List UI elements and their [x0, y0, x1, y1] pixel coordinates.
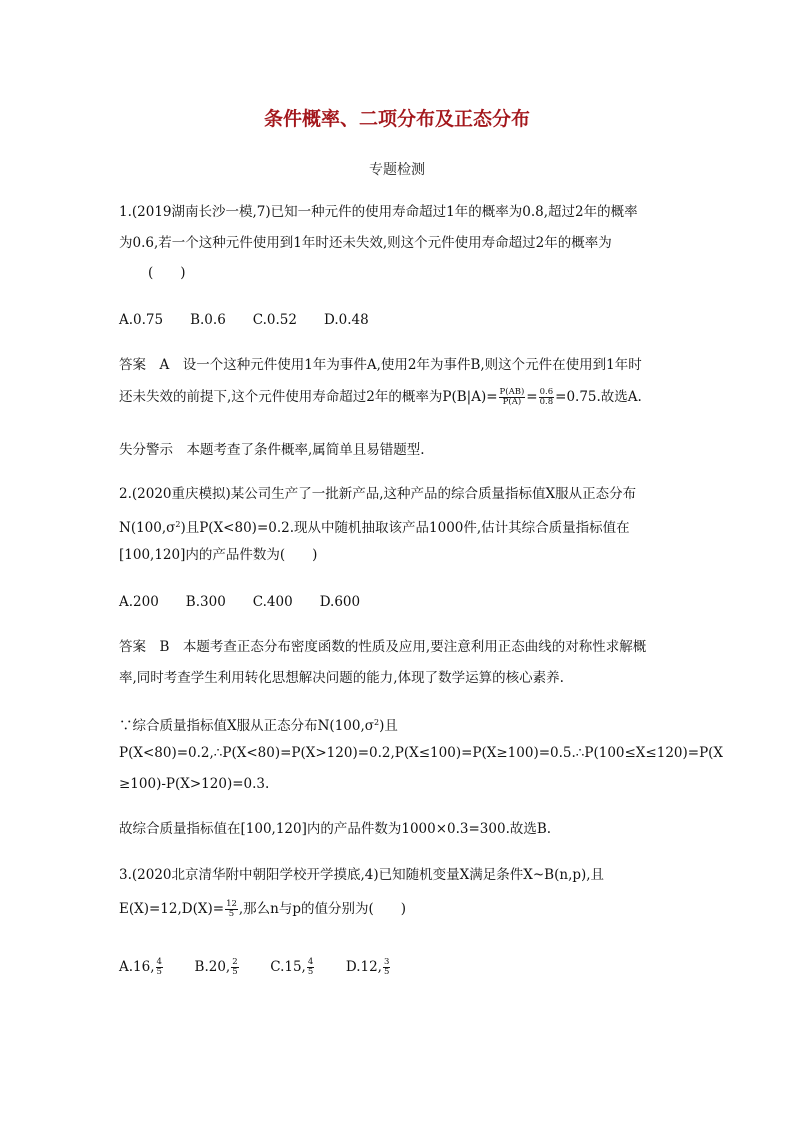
q2-solution-line1-b: )且	[379, 718, 398, 734]
q2-answer-line1: 答案 B 本题考查正态分布密度函数的性质及应用,要注意利用正态曲线的对称性求解概	[119, 639, 647, 655]
q2-stem-line2	[119, 516, 630, 537]
q1-fraction-pab	[499, 388, 526, 407]
q2-solution-line3: ≥100)-P(X>120)=0.3.	[119, 776, 270, 792]
page-subtitle: 专题检测	[369, 162, 425, 178]
q3-option-a-den: 5	[156, 967, 162, 977]
q1-stem-line2: 为0.6,若一个这种元件使用到1年时还未失效,则这个元件使用寿命超过2年的概率为	[119, 235, 612, 251]
q3-option-a-num: 4	[156, 957, 162, 967]
q1-answer-result: =0.75.故选A.	[555, 389, 642, 405]
q3-option-b-den: 5	[232, 967, 238, 977]
q3-frac-den: 5	[228, 909, 235, 919]
q2-solution-line2: P(X<80)=0.2,∴P(X<80)=P(X>120)=0.2,P(X≤100)=P(X≥100)=0.5.∴P(100≤X≤120)=P(X	[119, 745, 724, 761]
q3-stem-line2-a: E(X)=12,D(X)=	[119, 901, 225, 917]
q1-frac1-den: P(A)	[502, 397, 522, 407]
q2-stem-line2-sup: 2	[175, 520, 181, 529]
q2-options: A.200 B.300 C.400 D.600	[119, 594, 361, 610]
q3-stem-line2	[119, 900, 406, 919]
q3-option-b-frac	[231, 958, 238, 977]
q2-solution-line1	[119, 714, 398, 735]
q2-solution-line4: 故综合质量指标值在[100,120]内的产品件数为1000×0.3=300.故选B.	[119, 821, 552, 837]
q3-frac-num: 12	[226, 899, 237, 909]
q3-option-b: B.20,	[194, 959, 231, 975]
q2-stem-line2-b: )且P(X<80)=0.2.现从中随机抽取该产品1000件,估计其综合质量指标值在	[180, 520, 630, 536]
q3-fraction-variance	[225, 900, 238, 919]
q2-solution-line1-a: ∵综合质量指标值X服从正态分布N(100,σ	[119, 718, 374, 734]
q3-option-d-frac	[383, 958, 390, 977]
q1-answer-paren: ( )	[148, 265, 186, 281]
q1-answer-line2-text: 还未失效的前提下,这个元件使用寿命超过2年的概率为	[119, 389, 443, 405]
q1-warning: 失分警示 本题考查了条件概率,属简单且易错题型.	[119, 442, 425, 458]
q3-option-a-frac	[156, 958, 163, 977]
q2-solution-line1-sup: 2	[373, 718, 380, 727]
q1-answer-line2	[119, 388, 642, 407]
q3-option-c-frac	[307, 958, 314, 977]
q1-formula-p: P(B|A)=	[442, 389, 498, 405]
q2-answer-line2: 率,同时考查学生利用转化思想解决问题的能力,体现了数学运算的核心素养.	[119, 670, 564, 686]
q1-equals: =	[526, 389, 538, 405]
q2-stem-line3: [100,120]内的产品件数为( )	[119, 547, 318, 563]
q3-option-b-num: 2	[232, 957, 238, 967]
q1-stem-line1: 1.(2019湖南长沙一模,7)已知一种元件的使用寿命超过1年的概率为0.8,超过2年的概率	[119, 204, 638, 220]
q1-frac1-num: P(AB)	[499, 387, 525, 397]
q3-option-c-den: 5	[307, 967, 314, 977]
q3-stem-line2-b: ,那么n与p的值分别为( )	[238, 901, 407, 917]
q3-option-d-den: 5	[383, 967, 390, 977]
q2-stem-line1: 2.(2020重庆模拟)某公司生产了一批新产品,这种产品的综合质量指标值X服从正态分布	[119, 486, 637, 502]
q1-frac2-den: 0.8	[539, 397, 554, 407]
q3-option-c: C.15,	[270, 959, 306, 975]
q3-option-d-num: 3	[383, 957, 390, 967]
q1-frac2-num: 0.6	[539, 387, 554, 397]
q3-option-c-num: 4	[307, 957, 314, 967]
q3-options	[119, 958, 391, 977]
page-title: 条件概率、二项分布及正态分布	[263, 108, 530, 130]
q2-stem-line2-a: N(100,σ	[119, 520, 176, 536]
q3-option-a: A.16,	[119, 959, 155, 975]
q1-answer-line1: 答案 A 设一个这种元件使用1年为事件A,使用2年为事件B,则这个元件在使用到1年时	[119, 357, 642, 373]
q1-options: A.0.75 B.0.6 C.0.52 D.0.48	[119, 312, 369, 328]
q1-fraction-values	[539, 388, 555, 407]
q3-stem-line1: 3.(2020北京清华附中朝阳学校开学摸底,4)已知随机变量X满足条件X~B(n,p),且	[119, 867, 605, 883]
q3-option-d: D.12,	[345, 959, 382, 975]
